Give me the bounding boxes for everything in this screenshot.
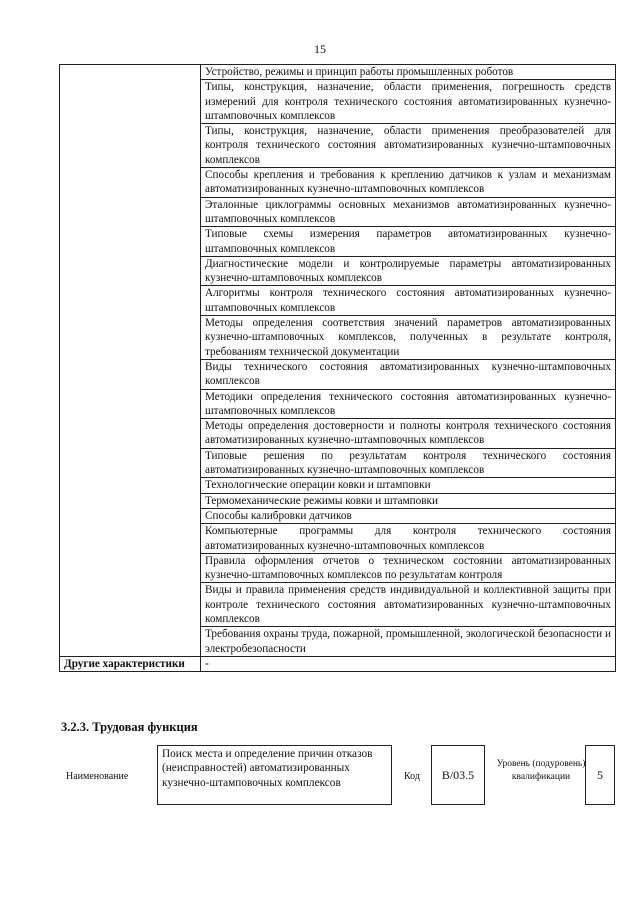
- table-cell: Устройство, режимы и принцип работы промышленных роботов: [201, 65, 616, 80]
- table-row: [60, 65, 616, 80]
- code-label: Код: [404, 771, 420, 782]
- empty-label-cell: [60, 65, 201, 657]
- table-cell: Типовые схемы измерения параметров автоматизированных кузнечно-штамповочных комплексов: [201, 227, 616, 257]
- table-cell: Виды и правила применения средств индивидуальной и коллективной защиты при контроле технического состояния автоматизированных кузнечно-штамповочных комплексов: [201, 583, 616, 627]
- code-box: В/03.5: [431, 745, 485, 805]
- other-characteristics-value: -: [201, 656, 616, 671]
- table-cell: Типы, конструкция, назначение, области применения преобразователей для контроля технического состояния автоматизированных кузнечно-штамповочных комплексов: [201, 124, 616, 168]
- table-cell: Эталонные циклограммы основных механизмов автоматизированных кузнечно-штамповочных комплексов: [201, 197, 616, 227]
- table-cell: Методы определения соответствия значений параметров автоматизированных кузнечно-штамповочных комплексов, полученных в результате контроля, требованиям технической документации: [201, 316, 616, 360]
- table-cell: Типы, конструкция, назначение, области применения, погрешность средств измерений для контроля технического состояния автоматизированных кузнечно-штамповочных комплексов: [201, 80, 616, 124]
- table-cell: Методы определения достоверности и полноты контроля технического состояния автоматизированных кузнечно-штамповочных комплексов: [201, 419, 616, 449]
- knowledge-table: [59, 64, 616, 672]
- table-cell: Типовые решения по результатам контроля технического состояния автоматизированных кузнечно-штамповочных комплексов: [201, 448, 616, 478]
- table-cell: Способы крепления и требования к креплению датчиков к узлам и механизмам автоматизированных кузнечно-штамповочных комплексов: [201, 168, 616, 198]
- table-cell: Виды технического состояния автоматизированных кузнечно-штамповочных комплексов: [201, 359, 616, 389]
- table-cell: Требования охраны труда, пожарной, промышленной, экологической безопасности и электробезопасности: [201, 627, 616, 657]
- table-cell: Компьютерные программы для контроля технического состояния автоматизированных кузнечно-штамповочных комплексов: [201, 524, 616, 554]
- other-characteristics-label: Другие характеристики: [60, 656, 201, 671]
- table-cell: Технологические операции ковки и штамповки: [201, 478, 616, 493]
- qualification-level-box: 5: [585, 745, 615, 805]
- table-cell: Алгоритмы контроля технического состояния автоматизированных кузнечно-штамповочных комплексов: [201, 286, 616, 316]
- table-cell: Диагностические модели и контролируемые параметры автоматизированных кузнечно-штамповочных комплексов: [201, 256, 616, 286]
- table-cell: Термомеханические режимы ковки и штамповки: [201, 493, 616, 508]
- name-label: Наименование: [66, 771, 129, 782]
- table-cell: Правила оформления отчетов о техническом состоянии автоматизированных кузнечно-штамповочных комплексов по результатам контроля: [201, 553, 616, 583]
- table-cell: Методики определения технического состояния автоматизированных кузнечно-штамповочных комплексов: [201, 389, 616, 419]
- function-name-box: Поиск места и определение причин отказов (неисправностей) автоматизированных кузнечно-штамповочных комплексов: [157, 745, 392, 805]
- section-heading: 3.2.3. Трудовая функция: [61, 720, 198, 734]
- qualification-level-label: Уровень (подуровень) квалификации: [496, 759, 586, 782]
- page-number: 15: [314, 42, 326, 56]
- table-cell: Способы калибровки датчиков: [201, 508, 616, 523]
- table-row-other: [60, 656, 616, 671]
